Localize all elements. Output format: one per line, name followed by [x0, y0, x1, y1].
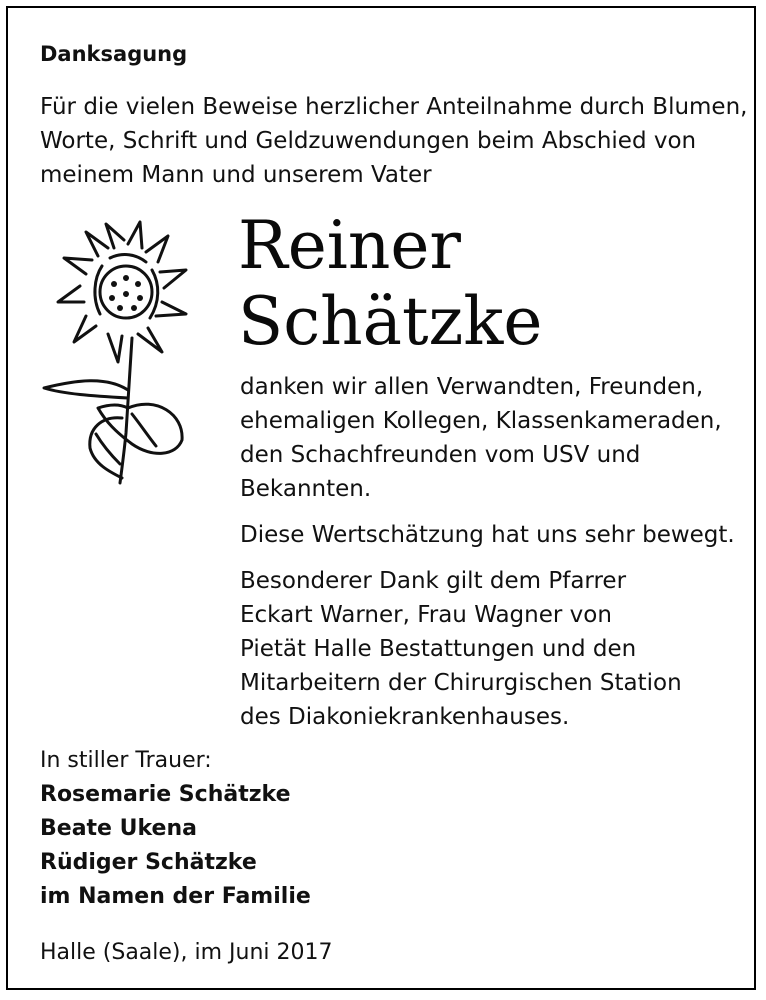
deceased-first-name: Reiner: [238, 207, 461, 284]
mourner-name: Rüdiger Schätzke: [40, 850, 257, 875]
appreciation-line: Diese Wertschätzung hat uns sehr bewegt.: [240, 522, 735, 548]
thanks-line: Bekannten.: [240, 476, 372, 502]
intro-text: [40, 90, 750, 192]
thanks-paragraph: [240, 370, 740, 506]
thanks-line: danken wir allen Verwandten, Freunden,: [240, 374, 704, 400]
special-thanks-line: Besonderer Dank gilt dem Pfarrer: [240, 568, 627, 594]
appreciation-paragraph: [240, 518, 740, 552]
special-thanks-line: Pietät Halle Bestattungen und den: [240, 636, 637, 662]
intro-line: Worte, Schrift und Geldzuwendungen beim Abschied von: [40, 128, 697, 154]
deceased-name: [238, 208, 542, 360]
notice-heading: Danksagung: [40, 42, 188, 66]
mourners-block: [40, 744, 311, 914]
intro-line: meinem Mann und unserem Vater: [40, 162, 432, 188]
special-thanks-line: Eckart Warner, Frau Wagner von: [240, 602, 612, 628]
family-note: im Namen der Familie: [40, 884, 311, 909]
special-thanks-paragraph: [240, 564, 740, 734]
thanks-line: ehemaligen Kollegen, Klassenkameraden,: [240, 408, 722, 434]
place-date: Halle (Saale), im Juni 2017: [40, 940, 333, 965]
sunflower-icon: [36, 218, 196, 488]
thanks-line: den Schachfreunden vom USV und: [240, 442, 641, 468]
special-thanks-line: Mitarbeitern der Chirurgischen Station: [240, 670, 682, 696]
mourner-name: Rosemarie Schätzke: [40, 782, 291, 807]
deceased-last-name: Schätzke: [238, 283, 543, 360]
special-thanks-line: des Diakoniekrankenhauses.: [240, 704, 570, 730]
thanks-text: [240, 370, 740, 746]
mourner-name: Beate Ukena: [40, 816, 197, 841]
mourning-intro: In stiller Trauer:: [40, 748, 212, 773]
intro-line: Für die vielen Beweise herzlicher Anteilnahme durch Blumen,: [40, 94, 748, 120]
